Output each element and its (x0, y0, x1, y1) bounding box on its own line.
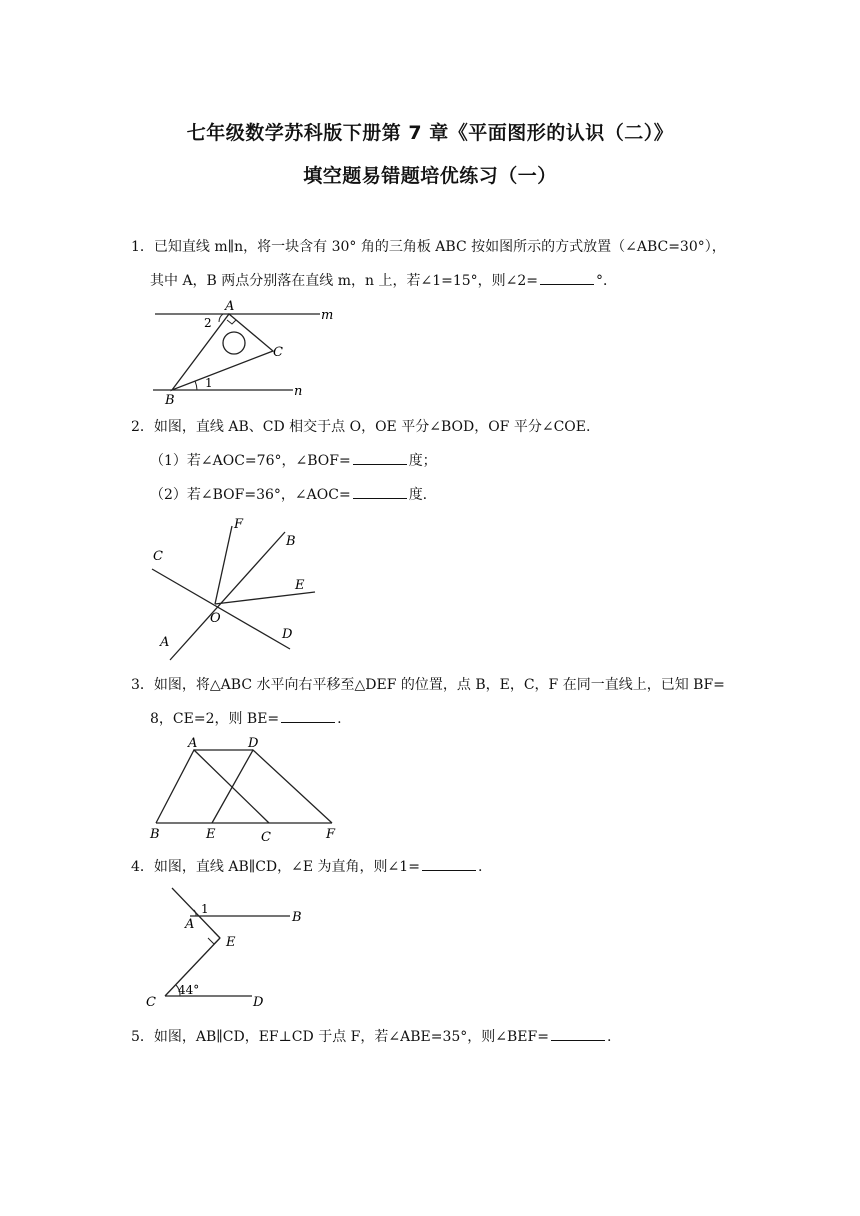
q2-ray-OF (215, 526, 232, 604)
q1-text-line1: 1．已知直线 m∥n，将一块含有 30° 角的三角板 ABC 按如图所示的方式放置（∠ABC=30°）， (131, 239, 726, 255)
q2-label-A: A (160, 635, 170, 650)
q2-line-CD (152, 569, 290, 649)
q2-sub1 (150, 452, 437, 470)
q1-label-angle1: 1 (205, 376, 213, 390)
q4-label-A: A (185, 917, 195, 932)
q3-label-D: D (248, 736, 259, 751)
q2-sub1-a: （1）若∠AOC=76°，∠BOF= (150, 453, 351, 469)
q1-label-A: A (225, 299, 235, 314)
q1-text-line2 (150, 272, 617, 290)
q3-text-line2 (150, 710, 342, 728)
q4-label-C: C (146, 995, 156, 1010)
q3-label-F: F (326, 827, 336, 842)
q5-text-line1-b: . (606, 1029, 612, 1045)
q1-label-angle2: 2 (204, 316, 212, 330)
q1-text-line2-b: °． (596, 273, 618, 289)
q2-label-C: C (153, 549, 163, 564)
q2-line-AB (170, 532, 285, 660)
q4-text-line1-a: 4．如图，直线 AB∥CD，∠E 为直角，则∠1= (131, 859, 420, 875)
q2-label-O: O (210, 611, 221, 626)
q5-answer-blank[interactable] (551, 1028, 605, 1041)
q2-answer2-blank[interactable] (353, 486, 407, 499)
q1-label-C: C (273, 345, 283, 360)
q1-figure (145, 296, 345, 408)
q4-text-line1 (131, 858, 482, 876)
q4-label-B: B (292, 910, 302, 925)
q1-angle2-arc (219, 314, 223, 322)
q3-figure (140, 735, 355, 845)
q2-label-F: F (234, 517, 244, 532)
q1-angle1-arc (195, 381, 197, 390)
q4-label-D: D (253, 995, 264, 1010)
q4-right-angle-mark (208, 932, 220, 944)
page-subtitle: 填空题易错题培优练习（一） (303, 165, 557, 187)
q3-label-E: E (206, 827, 216, 842)
q3-text-line2-b: . (337, 711, 342, 727)
q1-label-B: B (165, 393, 175, 408)
q2-text-line1: 2．如图，直线 AB、CD 相交于点 O，OE 平分∠BOD，OF 平分∠COE. (131, 419, 591, 435)
q2-sub2-b: 度. (408, 487, 428, 503)
q3-label-B: B (150, 827, 160, 842)
q4-label-E: E (226, 935, 236, 950)
q4-text-line1-b: . (477, 859, 483, 875)
q3-answer-blank[interactable] (281, 710, 335, 723)
q1-right-angle-mark (227, 320, 236, 324)
q3-label-A: A (188, 736, 198, 751)
q3-triangle-ABC (156, 750, 269, 823)
q2-sub2-a: （2）若∠BOF=36°，∠AOC= (150, 487, 351, 503)
q4-label-angle44: 44° (178, 983, 200, 997)
q4-angle1-arc (194, 910, 196, 916)
q1-answer-blank[interactable] (540, 272, 594, 285)
q4-label-angle1: 1 (201, 902, 209, 916)
q4-figure (140, 882, 315, 1012)
q2-figure (140, 512, 330, 664)
q3-text-line1: 3．如图，将△ABC 水平向右平移至△DEF 的位置，点 B，E，C，F 在同一直线上，已知 BF= (131, 677, 725, 693)
page-title: 七年级数学苏科版下册第 7 章《平面图形的认识（二）》 (186, 122, 674, 144)
q2-sub1-b: 度； (408, 453, 437, 469)
q1-label-n: n (294, 384, 303, 399)
q4-answer-blank[interactable] (422, 858, 476, 871)
q3-text-line2-a: 8，CE=2，则 BE= (150, 711, 280, 727)
q1-label-m: m (321, 308, 334, 323)
q2-label-D: D (282, 627, 293, 642)
q2-label-E: E (295, 578, 305, 593)
q2-label-B: B (286, 534, 296, 549)
q3-label-C: C (261, 830, 271, 845)
q3-triangle-DEF (212, 750, 332, 823)
q5-text-line1 (131, 1028, 611, 1046)
q1-text-line2-a: 其中 A，B 两点分别落在直线 m，n 上，若∠1=15°，则∠2= (150, 273, 539, 289)
q2-sub2 (150, 486, 427, 504)
q1-triangle-hole (223, 332, 245, 354)
q2-answer1-blank[interactable] (353, 452, 407, 465)
q5-text-line1-a: 5．如图，AB∥CD，EF⊥CD 于点 F，若∠ABE=35°，则∠BEF= (131, 1029, 549, 1045)
q1-triangle (172, 314, 273, 390)
